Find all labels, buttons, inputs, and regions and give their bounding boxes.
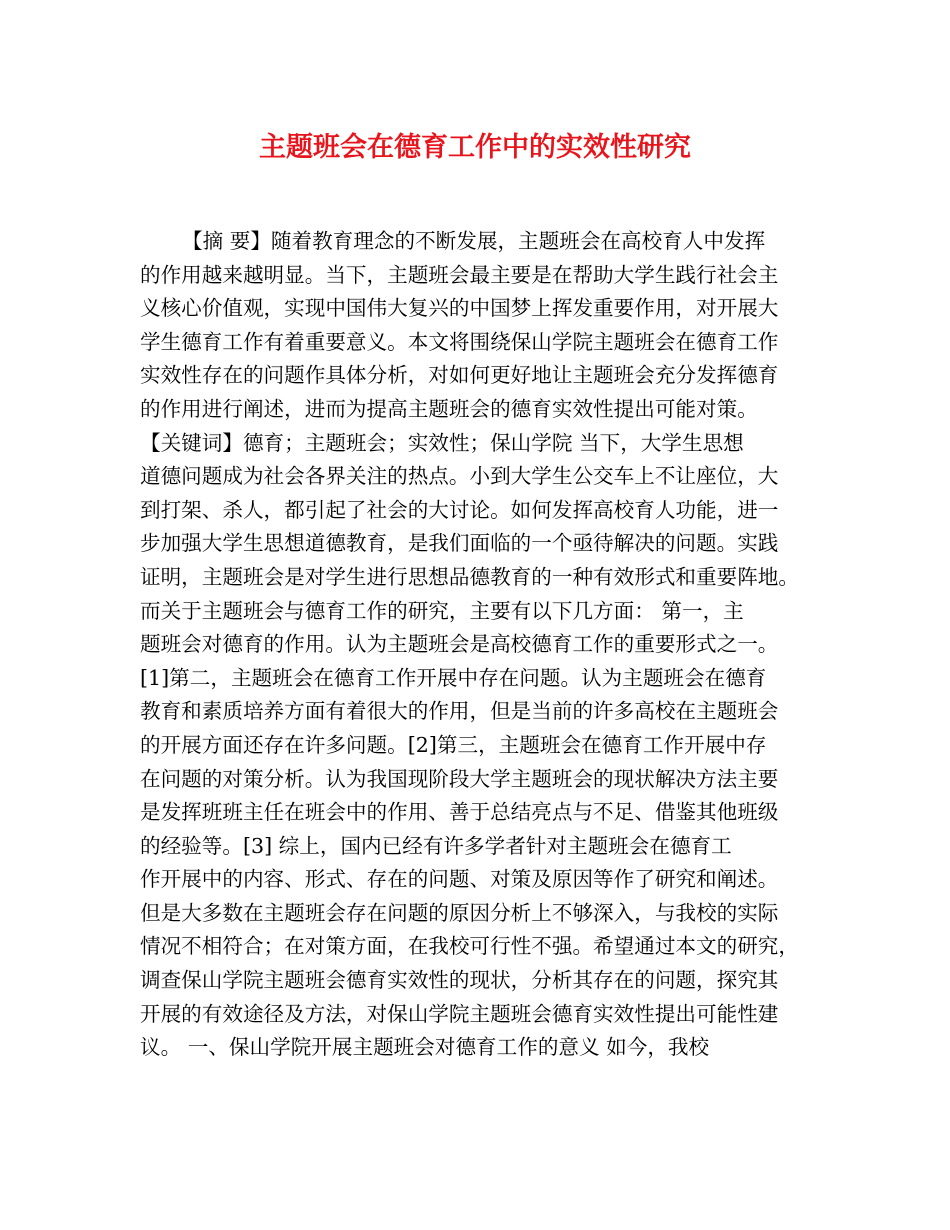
text-line: 在问题的对策分析。认为我国现阶段大学主题班会的现状解决方法主要 xyxy=(140,766,779,791)
text-line: 实效性存在的问题作具体分析，对如何更好地让主题班会充分发挥德育 xyxy=(140,363,779,388)
text-line: 是发挥班班主任在班会中的作用、善于总结亮点与不足、借鉴其他班级 xyxy=(140,800,779,825)
text-line: 步加强大学生思想道德教育，是我们面临的一个亟待解决的问题。实践 xyxy=(140,531,779,556)
text-line: 情况不相符合；在对策方面，在我校可行性不强。希望通过本文的研究， xyxy=(140,934,799,959)
text-line: 调查保山学院主题班会德育实效性的现状，分析其存在的问题，探究其 xyxy=(140,968,779,993)
text-line: 而关于主题班会与德育工作的研究，主要有以下几方面： 第一，主 xyxy=(140,598,744,623)
text-line: 学生德育工作有着重要意义。本文将围绕保山学院主题班会在德育工作 xyxy=(140,329,779,354)
text-line: 证明，主题班会是对学生进行思想品德教育的一种有效形式和重要阵地。 xyxy=(140,564,799,589)
text-line: 作开展中的内容、形式、存在的问题、对策及原因等作了研究和阐述。 xyxy=(140,867,779,892)
text-line: 【关键词】德育；主题班会；实效性；保山学院 当下，大学生思想 xyxy=(140,430,744,455)
text-line: [1]第二，主题班会在德育工作开展中存在问题。认为主题班会在德育 xyxy=(140,665,767,690)
text-line: 到打架、杀人，都引起了社会的大讨论。如何发挥高校育人功能，进一 xyxy=(140,497,779,522)
text-line: 但是大多数在主题班会存在问题的原因分析上不够深入，与我校的实际 xyxy=(140,900,779,925)
document-body xyxy=(140,225,812,1065)
text-line: 的经验等。[3] 综上，国内已经有许多学者针对主题班会在德育工 xyxy=(140,833,732,858)
text-line: 议。 一、保山学院开展主题班会对德育工作的意义 如今，我校 xyxy=(140,1035,710,1060)
text-line: 【摘 要】随着教育理念的不断发展，主题班会在高校育人中发挥 xyxy=(182,229,766,253)
text-line: 开展的有效途径及方法，对保山学院主题班会德育实效性提出可能性建 xyxy=(140,1001,779,1026)
text-line: 教育和素质培养方面有着很大的作用，但是当前的许多高校在主题班会 xyxy=(140,699,779,724)
document-title: 主题班会在德育工作中的实效性研究 xyxy=(259,132,691,163)
text-line: 义核心价值观，实现中国伟大复兴的中国梦上挥发重要作用，对开展大 xyxy=(140,296,779,321)
text-line: 道德问题成为社会各界关注的热点。小到大学生公交车上不让座位，大 xyxy=(140,464,779,489)
text-line: 的作用进行阐述，进而为提高主题班会的德育实效性提出可能对策。 xyxy=(140,396,758,421)
text-line: 的作用越来越明显。当下，主题班会最主要是在帮助大学生践行社会主 xyxy=(140,262,779,287)
text-line: 题班会对德育的作用。认为主题班会是高校德育工作的重要形式之一。 xyxy=(140,632,779,657)
text-line: 的开展方面还存在许多问题。[2]第三，主题班会在德育工作开展中存 xyxy=(140,732,767,757)
